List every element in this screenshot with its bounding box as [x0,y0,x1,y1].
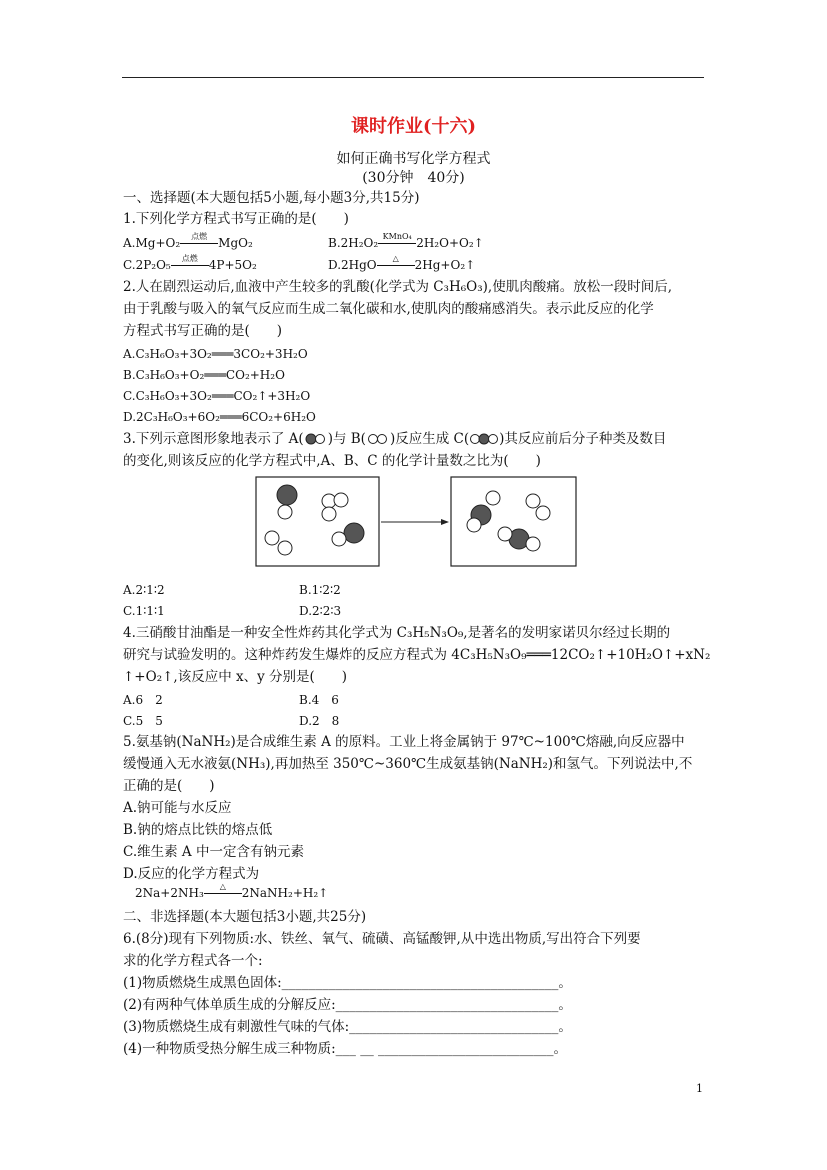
q3-line-2: 的变化,则该反应的化学方程式中,A、B、C 的化学计量数之比为( ) [123,453,541,469]
q5-line-2: 缓慢通入无水液氨(NH₃),再加热至 350℃~360℃生成氨基钠(NaNH₂)和氢气。下列说法中,不 [123,756,693,772]
q2-line-3: 方程式书写正确的是( ) [123,323,283,339]
q1-option-d: D.2HgO △ 2Hg+O₂↑ [328,254,476,272]
header-rule [122,77,704,78]
page-title: 课时作业(十六) [350,116,477,137]
q5-option-b: B.钠的熔点比铁的熔点低 [123,822,273,838]
q2-option-d: D.2C₃H₆O₃+6O₂═══6CO₂+6H₂O [123,410,316,424]
section-heading-1: 一、选择题(本大题包括5小题,每小题3分,共15分) [123,190,420,206]
q6-line-2: 求的化学方程式各一个: [123,953,263,969]
q5-option-d: D.反应的化学方程式为 [123,866,260,882]
q4-option-c: C.5 5 [123,714,163,728]
q2-option-c: C.C₃H₆O₃+3O₂═══CO₂↑+3H₂O [123,389,311,403]
q5-option-a: A.钠可能与水反应 [123,800,232,816]
q2-line-2: 由于乳酸与吸入的氧气反应而生成二氧化碳和水,使肌肉的酸痛感消失。表示此反应的化学 [123,301,654,317]
q6-part-4: (4)一种物质受热分解生成三种物质:___ __ __________________________。 [123,1041,568,1057]
q1-option-b: B.2H₂O₂ KMnO₄ 2H₂O+O₂↑ [328,232,484,250]
molecule-a-icon [304,433,328,445]
q2-option-a: A.C₃H₆O₃+3O₂═══3CO₂+3H₂O [123,347,308,361]
time-info: (30分钟 40分) [362,170,465,186]
q6-part-3: (3)物质燃烧生成有刺激性气味的气体:_______________________________。 [123,1019,572,1035]
q1-option-a: A.Mg+O₂ 点燃 MgO₂ [123,232,253,250]
q5-line-1: 5.氨基钠(NaNH₂)是合成维生素 A 的原料。工业上将金属钠于 97℃~100℃熔融,向反应器中 [123,734,685,750]
q5-line-3: 正确的是( ) [123,778,215,794]
section-heading-2: 二、非选择题(本大题包括3小题,共25分) [123,909,367,925]
q4-line-1: 4.三硝酸甘油酯是一种安全性炸药其化学式为 C₃H₅N₃O₉,是著名的发明家诺贝尔经过长期的 [123,625,671,641]
q2-option-b: B.C₃H₆O₃+O₂═══CO₂+H₂O [123,368,285,382]
page-number: 1 [696,1082,703,1095]
q2-line-1: 2.人在剧烈运动后,血液中产生较多的乳酸(化学式为 C₃H₆O₃),使肌肉酸痛。放松一段时间后, [123,279,672,295]
q6-line-1: 6.(8分)现有下列物质:水、铁丝、氧气、硫磺、高锰酸钾,从中选出物质,写出符合下列要 [123,931,641,947]
q4-line-2: 研究与试验发明的。这种炸药发生爆炸的反应方程式为 4C₃H₅N₃O₉═══12CO₂↑+10H₂O↑+xN₂ [123,647,711,663]
q4-option-b: B.4 6 [299,693,339,707]
q3-option-c: C.1∶1∶1 [123,604,165,618]
page-subtitle: 如何正确书写化学方程式 [336,151,491,167]
reaction-diagram [255,476,577,568]
q3-option-b: B.1∶2∶2 [299,583,341,597]
q6-part-1: (1)物质燃烧生成黑色固体:_________________________________________。 [123,975,572,991]
q4-option-d: D.2 8 [299,714,340,728]
q1-option-c: C.2P₂O₅ 点燃 4P+5O₂ [123,254,257,272]
q5-option-c: C.维生素 A 中一定含有钠元素 [123,844,304,860]
q5-equation: 2Na+2NH₃ △ 2NaNH₂+H₂↑ [135,882,329,900]
molecule-c-icon [469,433,499,445]
q4-line-3: ↑+O₂↑,该反应中 x、y 分别是( ) [123,669,348,685]
q6-part-2: (2)有两种气体单质生成的分解反应:_________________________________。 [123,997,572,1013]
q3-option-a: A.2∶1∶2 [123,583,165,597]
q3-line-1: 3.下列示意图形象地表示了 A( )与 B( )反应生成 C( )其反应前后分子种类及数目 [123,431,667,447]
molecule-b-icon [366,433,390,445]
q3-option-d: D.2∶2∶3 [299,604,342,618]
q1-stem: 1.下列化学方程式书写正确的是( ) [123,211,349,227]
q4-option-a: A.6 2 [123,693,163,707]
